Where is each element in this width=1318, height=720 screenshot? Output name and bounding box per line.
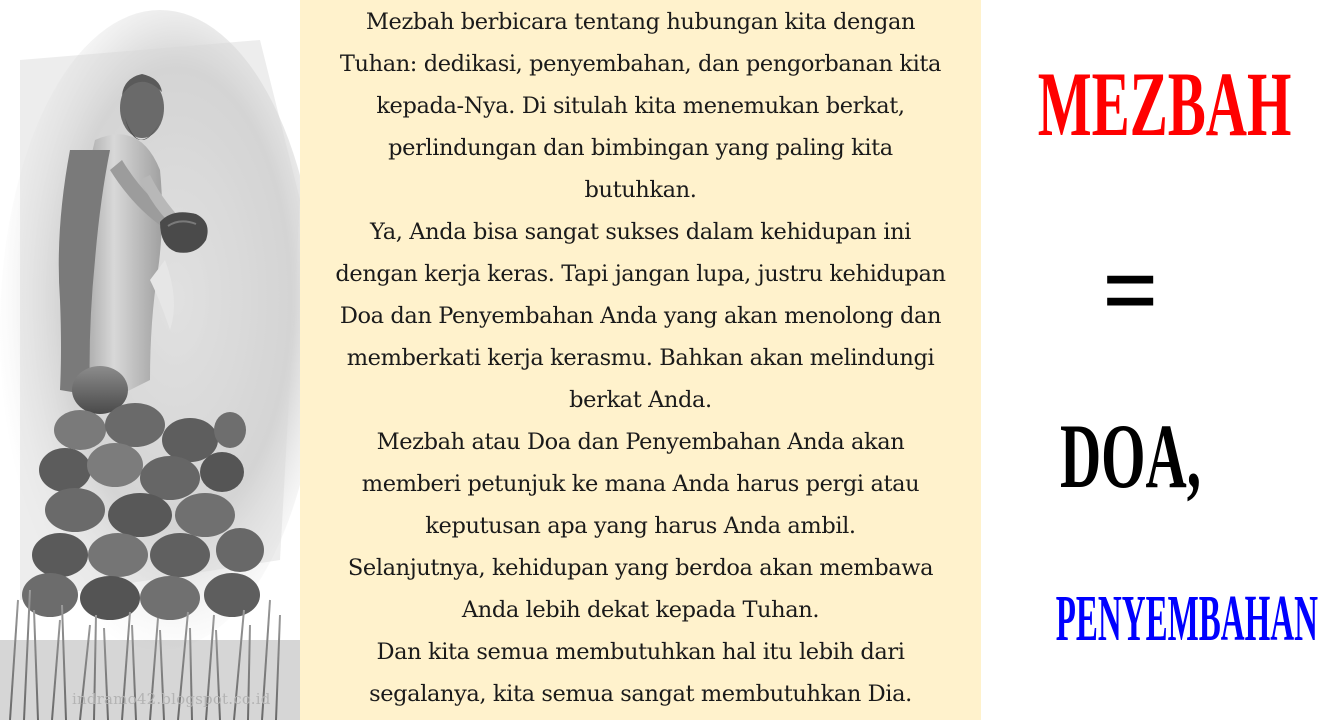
mezbah-heading: MEZBAH: [1037, 53, 1292, 155]
body-line: butuhkan.: [584, 177, 697, 203]
body-line: Mezbah berbicara tentang hubungan kita dengan: [365, 9, 916, 35]
watermark-text: indramo42.blogspot.co.id: [72, 690, 271, 708]
doa-heading: DOA,: [1059, 405, 1202, 507]
body-line: Mezbah atau Doa dan Penyembahan Anda akan: [376, 429, 905, 455]
body-line: memberkati kerja kerasmu. Bahkan akan melindungi: [346, 345, 935, 371]
body-line: segalanya, kita semua sangat membutuhkan Dia.: [369, 681, 912, 707]
body-line: Tuhan: dedikasi, penyembahan, dan pengorbanan kita: [339, 51, 942, 77]
man-building-altar-image: [0, 0, 300, 720]
body-line: Doa dan Penyembahan Anda yang akan menolong dan: [339, 303, 942, 329]
body-line: perlindungan dan bimbingan yang paling kita: [388, 135, 893, 161]
body-line: Dan kita semua membutuhkan hal itu lebih dari: [376, 639, 905, 665]
body-line: kepada-Nya. Di situlah kita menemukan berkat,: [376, 93, 905, 119]
body-line: Ya, Anda bisa sangat sukses dalam kehidupan ini: [370, 219, 911, 245]
body-line: Selanjutnya, kehidupan yang berdoa akan membawa: [347, 555, 934, 581]
body-line: keputusan apa yang harus Anda ambil.: [425, 513, 856, 539]
altar-illustration: [0, 0, 300, 720]
equals-sign: =: [1102, 229, 1159, 351]
equation-column: [981, 0, 1318, 720]
body-line: dengan kerja keras. Tapi jangan lupa, justru kehidupan: [335, 261, 946, 287]
body-line: memberi petunjuk ke mana Anda harus pergi atau: [361, 471, 920, 497]
penyembahan-heading: PENYEMBAHAN: [1055, 582, 1318, 655]
body-line: berkat Anda.: [569, 387, 712, 413]
text-panel: [300, 0, 981, 720]
body-line: Anda lebih dekat kepada Tuhan.: [461, 597, 820, 623]
